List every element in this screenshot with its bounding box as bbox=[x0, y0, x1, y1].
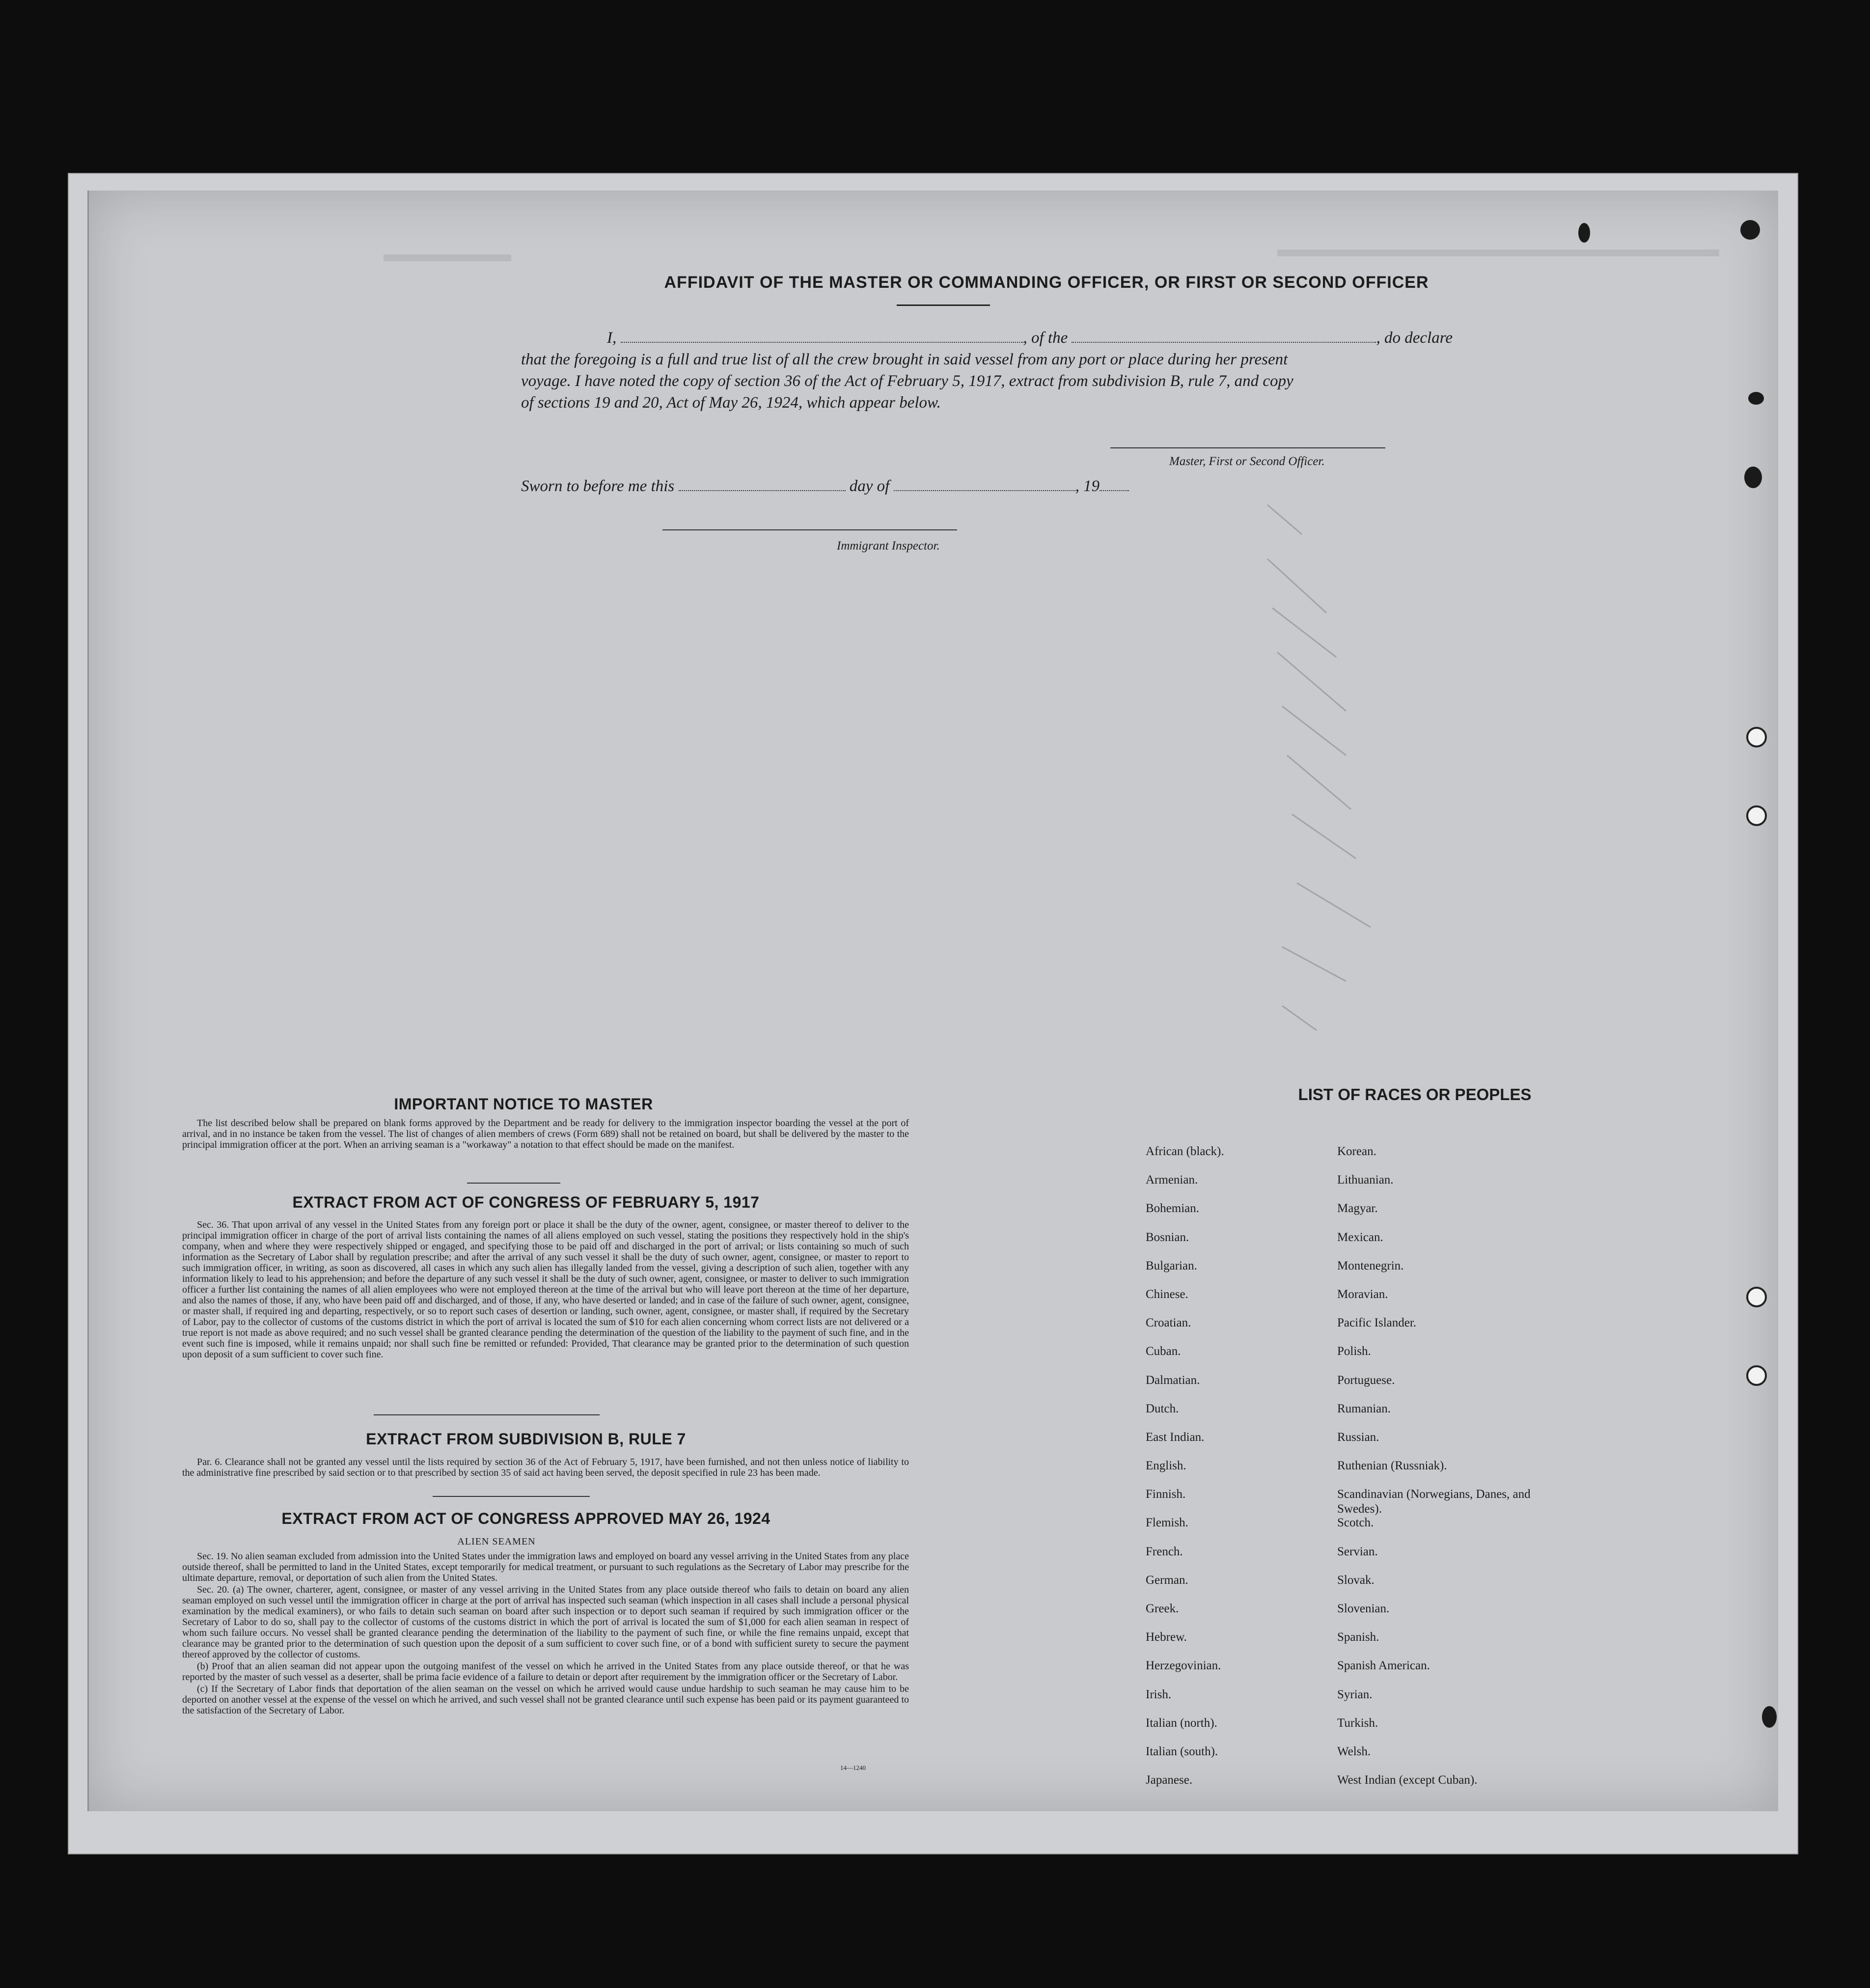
alien-seamen-subheading: ALIEN SEAMEN bbox=[457, 1536, 536, 1547]
race-item: West Indian (except Cuban). bbox=[1337, 1773, 1478, 1787]
races-right-column bbox=[1337, 1144, 1612, 1801]
race-item: Chinese. bbox=[1146, 1287, 1188, 1301]
races-left-column bbox=[1146, 1144, 1224, 1801]
race-item: Magyar. bbox=[1337, 1202, 1378, 1215]
vessel-name-field[interactable] bbox=[1072, 328, 1376, 343]
race-item: Rumanian. bbox=[1337, 1402, 1391, 1415]
race-item: Korean. bbox=[1337, 1145, 1376, 1158]
ink-blot-icon bbox=[1748, 392, 1764, 405]
race-item: Ruthenian (Russniak). bbox=[1337, 1459, 1447, 1473]
affidavit-title: AFFIDAVIT OF THE MASTER OR COMMANDING OFFICER, OR FIRST OR SECOND OFFICER bbox=[664, 273, 1429, 292]
race-item: Italian (north). bbox=[1146, 1716, 1217, 1730]
ink-blot-icon bbox=[1740, 220, 1760, 240]
affidavit-of-the-label: , of the bbox=[1023, 329, 1068, 347]
race-item: Slovenian. bbox=[1337, 1602, 1390, 1615]
ink-blot-icon bbox=[1762, 1706, 1777, 1728]
race-item: Welsh. bbox=[1337, 1744, 1371, 1758]
document-page bbox=[87, 191, 1778, 1811]
race-item: French. bbox=[1146, 1545, 1183, 1558]
race-item: Finnish. bbox=[1146, 1488, 1186, 1501]
inspector-signature-label: Immigrant Inspector. bbox=[837, 539, 940, 552]
race-item: Syrian. bbox=[1337, 1687, 1373, 1701]
race-item: Turkish. bbox=[1337, 1716, 1378, 1730]
master-signature-label: Master, First or Second Officer. bbox=[1169, 455, 1325, 468]
punch-hole-icon bbox=[1746, 1287, 1767, 1307]
race-item: Montenegrin. bbox=[1337, 1259, 1404, 1272]
act-1917-paragraph: Sec. 36. That upon arrival of any vessel in the United States from any foreign port or place it shall be the duty of the owner, agent, consignee, or master thereof to deliver to the principal immigration officer in charge of the port of arrival lists containing the names of all aliens employed on such vessel, stating the positions they respectively hold in the ship's company, when and where they were respectively shipped or engaged, and specifying those to be paid off and discharged in the port of arrival; or lists containing so much of such information as the Secretary of Labor shall by regulation prescribe; and after the arrival of any such vessel it shall be the duty of such owner, agent, consignee, or master to report to such immigration officer, in writing, as soon as discovered, all cases in which any such alien has illegally landed from the vessel, giving a description of such alien, together with any information likely to lead to his apprehension; and before the departure of any such vessel it shall be the duty of such owner, agent, consignee, or master to deliver to such immigration officer a further list containing the names of all alien employees who were not employed thereon at the time of the arrival but who will leave port thereon at the time of her departure, and also the names of those, if any, who have been paid off and discharged, and of those, if any, who have deserted or landed; and in case of the failure of such owner, agent, consignee, or master shall, if required ing and departing, respectively, or so to report such cases of desertion or landing, such owner, agent, consignee, or master shall, if required by the Secretary of Labor, pay to the collector of customs of the customs district in which the port of arrival is located the sum of $10 for each alien concerning whom correct lists are not delivered or a true report is not made as above required; and no such vessel shall be granted clearance pending the determination of the question of the liability to the payment of such fine, and in the event such fine is imposed, while it remains unpaid; nor shall such fine be remitted or refunded: Provided, That clearance may be granted prior to the determination of such question upon deposit of a sum sufficient to cover such fine. bbox=[182, 1219, 909, 1360]
race-item: Spanish American. bbox=[1337, 1659, 1430, 1673]
affidavit-line-4: of sections 19 and 20, Act of May 26, 1924, which appear below. bbox=[521, 394, 941, 412]
race-item: Spanish. bbox=[1337, 1630, 1379, 1644]
act-1924-heading: EXTRACT FROM ACT OF CONGRESS APPROVED MAY 26, 1924 bbox=[281, 1510, 770, 1527]
race-item: Irish. bbox=[1146, 1687, 1172, 1701]
sworn-month-field[interactable] bbox=[894, 476, 1075, 491]
race-item: Dutch. bbox=[1146, 1402, 1179, 1415]
inspector-signature-line[interactable] bbox=[662, 529, 957, 530]
race-item: Scotch. bbox=[1337, 1516, 1374, 1530]
section-rule bbox=[374, 1414, 600, 1415]
race-item: Scandinavian (Norwegians, Danes, and Swedes). bbox=[1337, 1488, 1531, 1516]
race-item: Herzegovinian. bbox=[1146, 1659, 1221, 1673]
rule-7-heading: EXTRACT FROM SUBDIVISION B, RULE 7 bbox=[366, 1430, 686, 1448]
rule-7-paragraph: Par. 6. Clearance shall not be granted any vessel until the lists required by section 36 of the Act of February 5, 1917, have been furnished, and not then unless notice of liability to the administrative fine prescribed by said section or to that prescribed by section 35 of said act having been served, the deposit specified in rule 23 has been made. bbox=[182, 1457, 909, 1478]
sworn-year-field[interactable] bbox=[1100, 476, 1129, 491]
race-item: Slovak. bbox=[1337, 1573, 1375, 1587]
section-20a-paragraph: Sec. 20. (a) The owner, charterer, agent, consignee, or master of any vessel arriving in the United States from any place outside thereof who fails to detain on board any alien seaman employed on such vessel until the immigration officer in charge at the port of arrival has inspected such seaman (which inspection in all cases shall include a personal physical examination by the medical examiners), or who fails to detain such seaman on board after such inspection or to deport such seaman if required by such immigration officer or the Secretary of Labor to do so, shall pay to the collector of customs of the customs district in which the port of arrival is located the sum of $1,000 for each alien seaman in respect of whom such failure occurs. No vessel shall be granted clearance pending the determination of the liability to the payment of such fine, or while the fine remains unpaid, except that clearance may be granted prior to the determination of such question upon the deposit of a sum sufficient to cover such fine, or of a bond with sufficient surety to secure the payment thereof approved by the collector of customs. bbox=[182, 1584, 909, 1660]
race-item: Flemish. bbox=[1146, 1516, 1188, 1530]
affidavit-i-label: I, bbox=[607, 329, 617, 347]
sworn-day-field[interactable] bbox=[679, 476, 846, 491]
race-item: Bosnian. bbox=[1146, 1230, 1189, 1244]
race-item: Servian. bbox=[1337, 1545, 1378, 1558]
race-item: Dalmatian. bbox=[1146, 1373, 1200, 1387]
race-item: Hebrew. bbox=[1146, 1630, 1187, 1644]
race-item: Portuguese. bbox=[1337, 1373, 1395, 1387]
punch-hole-icon bbox=[1746, 727, 1767, 747]
affidavit-line-2: that the foregoing is a full and true list of all the crew brought in said vessel from any port or place during her present bbox=[521, 351, 1288, 368]
sworn-day-of-label: day of bbox=[849, 477, 890, 495]
section-19-paragraph: Sec. 19. No alien seaman excluded from admission into the United States under the immigration laws and employed on board any vessel arriving in the United States from any place outside thereof, shall be permitted to land in the United States, except temporarily for medical treatment, or pursuant to such regulations as the Secretary of Labor may prescribe for the ultimate departure, removal, or deportation of such alien from the United States. bbox=[182, 1551, 909, 1583]
notice-paragraph: The list described below shall be prepared on blank forms approved by the Department and be ready for delivery to the immigration inspector boarding the vessel at the port of arrival, and in no instance be taken from the vessel. The list of changes of alien members of crews (Form 689) shall not be retained on board, but shall be delivered by the master to the principal immigration officer at the port. When an arriving seaman is a "workaway" a notation to that effect should be made on the manifest. bbox=[182, 1118, 909, 1150]
officer-name-field[interactable] bbox=[621, 328, 1023, 343]
race-item: African (black). bbox=[1146, 1145, 1224, 1158]
race-item: Armenian. bbox=[1146, 1173, 1198, 1187]
race-item: Polish. bbox=[1337, 1345, 1371, 1358]
affidavit-declare-label: , do declare bbox=[1376, 329, 1453, 347]
act-1917-heading: EXTRACT FROM ACT OF CONGRESS OF FEBRUARY 5, 1917 bbox=[292, 1193, 760, 1211]
race-item: Pacific Islander. bbox=[1337, 1316, 1417, 1330]
affidavit-line-1 bbox=[521, 327, 1523, 349]
races-heading: LIST OF RACES OR PEOPLES bbox=[1298, 1085, 1532, 1104]
section-rule bbox=[467, 1183, 560, 1184]
master-signature-line[interactable] bbox=[1110, 447, 1385, 448]
act-1924-body bbox=[182, 1551, 909, 1717]
affidavit-text bbox=[521, 327, 1523, 414]
race-item: Bohemian. bbox=[1146, 1202, 1200, 1215]
race-item: German. bbox=[1146, 1573, 1188, 1587]
notice-heading: IMPORTANT NOTICE TO MASTER bbox=[394, 1095, 653, 1113]
section-20b-paragraph: (b) Proof that an alien seaman did not appear upon the outgoing manifest of the vessel on which he arrived in the United States from any place outside thereof, or that he was reported by the master of such vessel as a deserter, shall be prima facie evidence of a failure to detain or deport after requirement by the immigration officer or the Secretary of Labor. bbox=[182, 1661, 909, 1683]
bleed-through-strokes bbox=[1071, 495, 1464, 1133]
race-item: English. bbox=[1146, 1459, 1186, 1473]
race-item: Russian. bbox=[1337, 1430, 1379, 1444]
punch-hole-icon bbox=[1746, 805, 1767, 826]
race-item: Cuban. bbox=[1146, 1345, 1181, 1358]
title-rule bbox=[897, 304, 990, 306]
bleed-through-band bbox=[1277, 249, 1719, 276]
race-item: Greek. bbox=[1146, 1602, 1179, 1615]
section-rule bbox=[433, 1496, 590, 1497]
sworn-line bbox=[521, 475, 1307, 497]
race-item: East Indian. bbox=[1146, 1430, 1205, 1444]
sworn-year-label: , 19 bbox=[1075, 477, 1100, 495]
race-item: Japanese. bbox=[1146, 1773, 1193, 1787]
bleed-through-band bbox=[384, 254, 511, 281]
section-20c-paragraph: (c) If the Secretary of Labor finds that deportation of the alien seaman on the vessel on which he arrived would cause undue hardship to such seaman he may cause him to be deported on another vessel at the expense of the vessel on which he arrived, and such vessel shall not be granted clearance until such expense has been paid or its payment guaranteed to the satisfaction of the Secretary of Labor. bbox=[182, 1684, 909, 1716]
race-item: Mexican. bbox=[1337, 1230, 1383, 1244]
race-item: Bulgarian. bbox=[1146, 1259, 1197, 1272]
race-item: Lithuanian. bbox=[1337, 1173, 1394, 1187]
act-1917-body bbox=[182, 1219, 909, 1361]
affidavit-line-3: voyage. I have noted the copy of section 36 of the Act of February 5, 1917, extract from subdivision B, rule 7, and copy bbox=[521, 372, 1293, 390]
sworn-prefix: Sworn to before me this bbox=[521, 477, 675, 495]
rule-7-body bbox=[182, 1457, 909, 1479]
form-number: 14—1240 bbox=[840, 1764, 866, 1771]
ink-blot-icon bbox=[1744, 467, 1762, 488]
ink-blot-icon bbox=[1578, 223, 1590, 243]
punch-hole-icon bbox=[1746, 1365, 1767, 1386]
race-item: Croatian. bbox=[1146, 1316, 1191, 1330]
race-item: Moravian. bbox=[1337, 1287, 1388, 1301]
notice-body bbox=[182, 1118, 909, 1151]
race-item: Italian (south). bbox=[1146, 1744, 1218, 1758]
